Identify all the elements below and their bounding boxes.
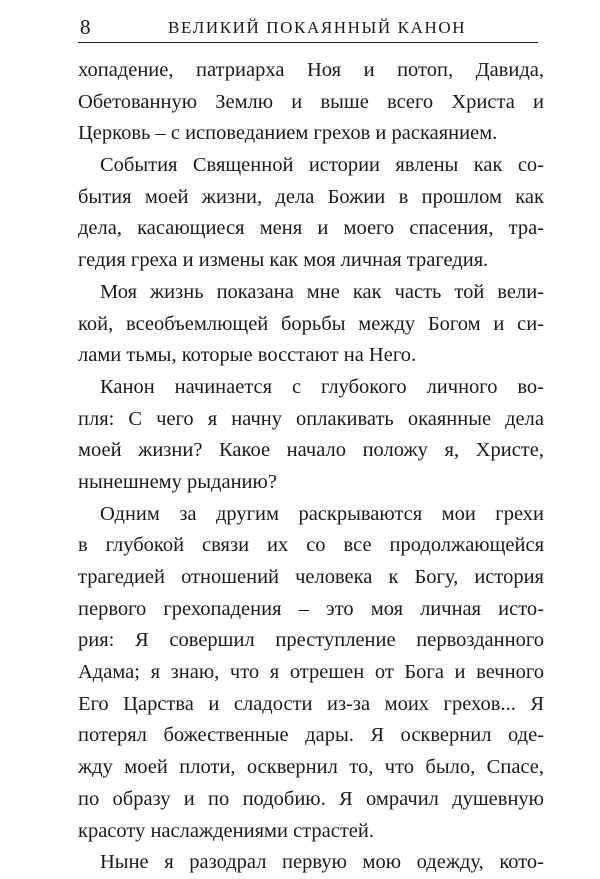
text-line: Церковь – с исповеданием грехов и раскаянием. (78, 122, 498, 145)
text-line: нынешнему рыданию? (78, 470, 277, 493)
body-text (78, 55, 544, 879)
paragraph (78, 150, 544, 277)
page-header (78, 14, 538, 43)
text-line: красоту наслаждениями страстей. (78, 819, 374, 842)
text-line: Его Царства и сладости из-за моих грехов... Я (78, 692, 544, 715)
paragraph (78, 372, 544, 499)
text-line: жду моей плоти, осквернил то, что было, Спасе, (78, 756, 544, 779)
text-line: в глубокой связи их со все продолжающейся (78, 534, 544, 557)
text-line: по образу и по подобию. Я омрачил душевную (78, 787, 544, 810)
paragraph (78, 55, 544, 150)
text-line: гедия греха и измены как моя личная трагедия. (78, 249, 489, 272)
page-number: 8 (80, 15, 91, 39)
text-line: Ныне я разодрал первую мою одежду, кото- (100, 851, 544, 874)
text-line: дела, касающиеся меня и моего спасения, тра- (78, 217, 544, 240)
text-line: Обетованную Землю и выше всего Христа и (78, 90, 544, 113)
text-line: Адама; я знаю, что я отрешен от Бога и вечного (78, 661, 544, 684)
text-line: лами тьмы, которые восстают на Него. (78, 344, 417, 367)
text-line: Канон начинается с глубокого личного во- (100, 375, 544, 398)
text-line: кой, всеобъемлющей борьбы между Богом и си- (78, 312, 544, 335)
paragraph (78, 847, 544, 879)
text-line: первого грехопадения – это моя личная исто- (78, 597, 544, 620)
running-title: ВЕЛИКИЙ ПОКАЯННЫЙ КАНОН (168, 18, 467, 37)
text-line: бытия моей жизни, дела Божии в прошлом как (78, 185, 544, 208)
text-line: рия: Я совершил преступление первозданного (78, 629, 544, 652)
text-line: Одним за другим раскрываются мои грехи (100, 502, 544, 525)
paragraph (78, 499, 544, 848)
text-line: Моя жизнь показана мне как часть той вели- (100, 280, 544, 303)
paragraph (78, 277, 544, 372)
text-line: потерял божественные дары. Я осквернил оде- (78, 724, 544, 747)
text-line: пля: С чего я начну оплакивать окаянные дела (78, 407, 544, 430)
text-line: хопадение, патриарха Ноя и потоп, Давида, (78, 59, 544, 81)
text-line: трагедией отношений человека к Богу, история (78, 566, 544, 588)
text-line: События Священной истории явлены как со- (100, 154, 544, 177)
text-line: моей жизни? Какое начало положу я, Христе, (78, 439, 544, 462)
